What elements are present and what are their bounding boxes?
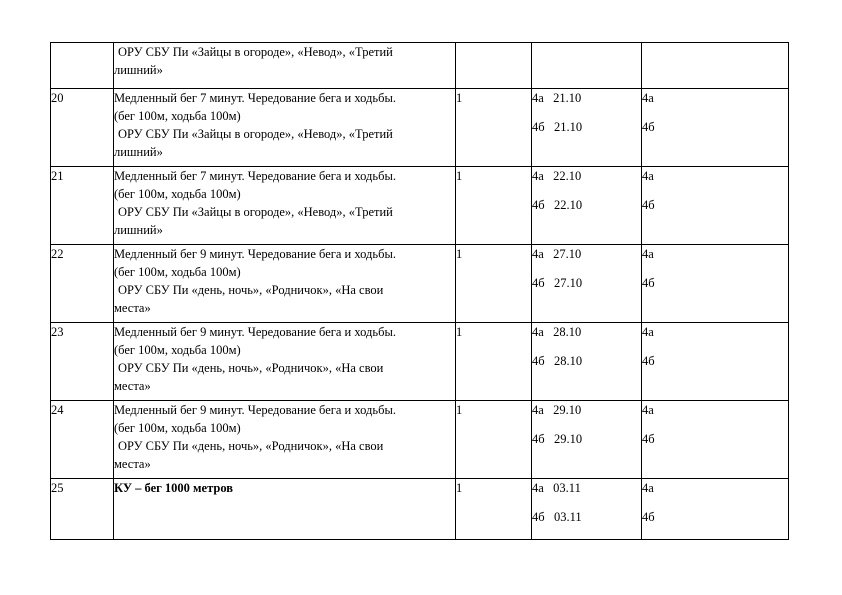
topic-line: Медленный бег 9 минут. Чередование бега и ходьбы. xyxy=(114,247,396,261)
lesson-topic-cell xyxy=(114,89,456,167)
fact-class: 4б xyxy=(642,198,655,212)
plan-date: 4а 22.10 xyxy=(532,169,582,183)
topic-line: Медленный бег 7 минут. Чередование бега и ходьбы. xyxy=(114,91,396,105)
topic-line: (бег 100м, ходьба 100м) xyxy=(114,187,241,201)
topic-line: ОРУ СБУ Пи «день, ночь», «Родничок», «На свои xyxy=(118,439,384,453)
topic-line: места» xyxy=(114,379,151,393)
lesson-number-cell xyxy=(51,43,114,89)
topic-line: ОРУ СБУ Пи «Зайцы в огороде», «Невод», «Третий xyxy=(118,205,393,219)
plan-date: 4а 28.10 xyxy=(532,325,582,339)
fact-date-cell xyxy=(642,167,789,245)
fact-date-cell xyxy=(642,323,789,401)
topic-line: лишний» xyxy=(114,63,163,77)
hours-cell xyxy=(456,43,532,89)
fact-date-cell xyxy=(642,89,789,167)
topic-line: (бег 100м, ходьба 100м) xyxy=(114,109,241,123)
plan-date-cell xyxy=(532,43,642,89)
lesson-topic-cell xyxy=(114,43,456,89)
lesson-number-cell: 24 xyxy=(51,401,114,479)
plan-date-cell xyxy=(532,167,642,245)
plan-date: 4б 03.11 xyxy=(532,510,582,524)
hours-cell: 1 xyxy=(456,401,532,479)
fact-date-cell xyxy=(642,245,789,323)
plan-date: 4б 28.10 xyxy=(532,354,583,368)
topic-line: ОРУ СБУ Пи «Зайцы в огороде», «Невод», «Третий xyxy=(118,45,393,59)
hours-cell: 1 xyxy=(456,323,532,401)
topic-line: Медленный бег 9 минут. Чередование бега и ходьбы. xyxy=(114,403,396,417)
lesson-number-cell: 20 xyxy=(51,89,114,167)
table-row xyxy=(51,245,789,323)
plan-date: 4б 29.10 xyxy=(532,432,583,446)
table-row xyxy=(51,167,789,245)
lesson-topic-cell xyxy=(114,245,456,323)
hours-cell: 1 xyxy=(456,89,532,167)
table-row xyxy=(51,89,789,167)
hours-cell: 1 xyxy=(456,479,532,540)
lesson-topic-cell xyxy=(114,167,456,245)
fact-class: 4а xyxy=(642,247,654,261)
topic-line: ОРУ СБУ Пи «Зайцы в огороде», «Невод», «Третий xyxy=(118,127,393,141)
topic-line: (бег 100м, ходьба 100м) xyxy=(114,343,241,357)
topic-line: КУ – бег 1000 метров xyxy=(114,481,234,495)
topic-line: ОРУ СБУ Пи «день, ночь», «Родничок», «На свои xyxy=(118,361,384,375)
fact-class: 4а xyxy=(642,325,654,339)
plan-date: 4а 21.10 xyxy=(532,91,582,105)
topic-line: Медленный бег 9 минут. Чередование бега и ходьбы. xyxy=(114,325,396,339)
table-row xyxy=(51,401,789,479)
fact-class: 4а xyxy=(642,91,654,105)
plan-date-cell xyxy=(532,479,642,540)
table-row xyxy=(51,323,789,401)
topic-line: (бег 100м, ходьба 100м) xyxy=(114,265,241,279)
fact-class: 4б xyxy=(642,510,655,524)
plan-date-cell xyxy=(532,245,642,323)
topic-line: Медленный бег 7 минут. Чередование бега и ходьбы. xyxy=(114,169,396,183)
topic-line: ОРУ СБУ Пи «день, ночь», «Родничок», «На свои xyxy=(118,283,384,297)
hours-cell: 1 xyxy=(456,167,532,245)
plan-date-cell xyxy=(532,89,642,167)
topic-line: лишний» xyxy=(114,145,163,159)
plan-date-cell xyxy=(532,401,642,479)
lesson-number-cell: 25 xyxy=(51,479,114,540)
plan-date-cell xyxy=(532,323,642,401)
lesson-topic-cell xyxy=(114,323,456,401)
plan-date: 4а 27.10 xyxy=(532,247,582,261)
fact-date-cell xyxy=(642,43,789,89)
fact-class: 4б xyxy=(642,432,655,446)
plan-date: 4б 27.10 xyxy=(532,276,583,290)
hours-cell: 1 xyxy=(456,245,532,323)
fact-date-cell xyxy=(642,479,789,540)
plan-date: 4а 03.11 xyxy=(532,481,581,495)
table-row xyxy=(51,43,789,89)
lesson-topic-cell xyxy=(114,401,456,479)
plan-date: 4а 29.10 xyxy=(532,403,582,417)
plan-date: 4б 22.10 xyxy=(532,198,583,212)
lesson-topic-cell xyxy=(114,479,456,540)
lesson-plan-table xyxy=(50,42,789,540)
fact-class: 4б xyxy=(642,120,655,134)
lesson-number-cell: 23 xyxy=(51,323,114,401)
fact-date-cell xyxy=(642,401,789,479)
topic-line: места» xyxy=(114,301,151,315)
fact-class: 4а xyxy=(642,481,654,495)
fact-class: 4б xyxy=(642,276,655,290)
lesson-number-cell: 21 xyxy=(51,167,114,245)
plan-date: 4б 21.10 xyxy=(532,120,583,134)
lesson-number-cell: 22 xyxy=(51,245,114,323)
fact-class: 4а xyxy=(642,169,654,183)
fact-class: 4б xyxy=(642,354,655,368)
fact-class: 4а xyxy=(642,403,654,417)
table-row xyxy=(51,479,789,540)
topic-line: места» xyxy=(114,457,151,471)
topic-line: (бег 100м, ходьба 100м) xyxy=(114,421,241,435)
topic-line: лишний» xyxy=(114,223,163,237)
